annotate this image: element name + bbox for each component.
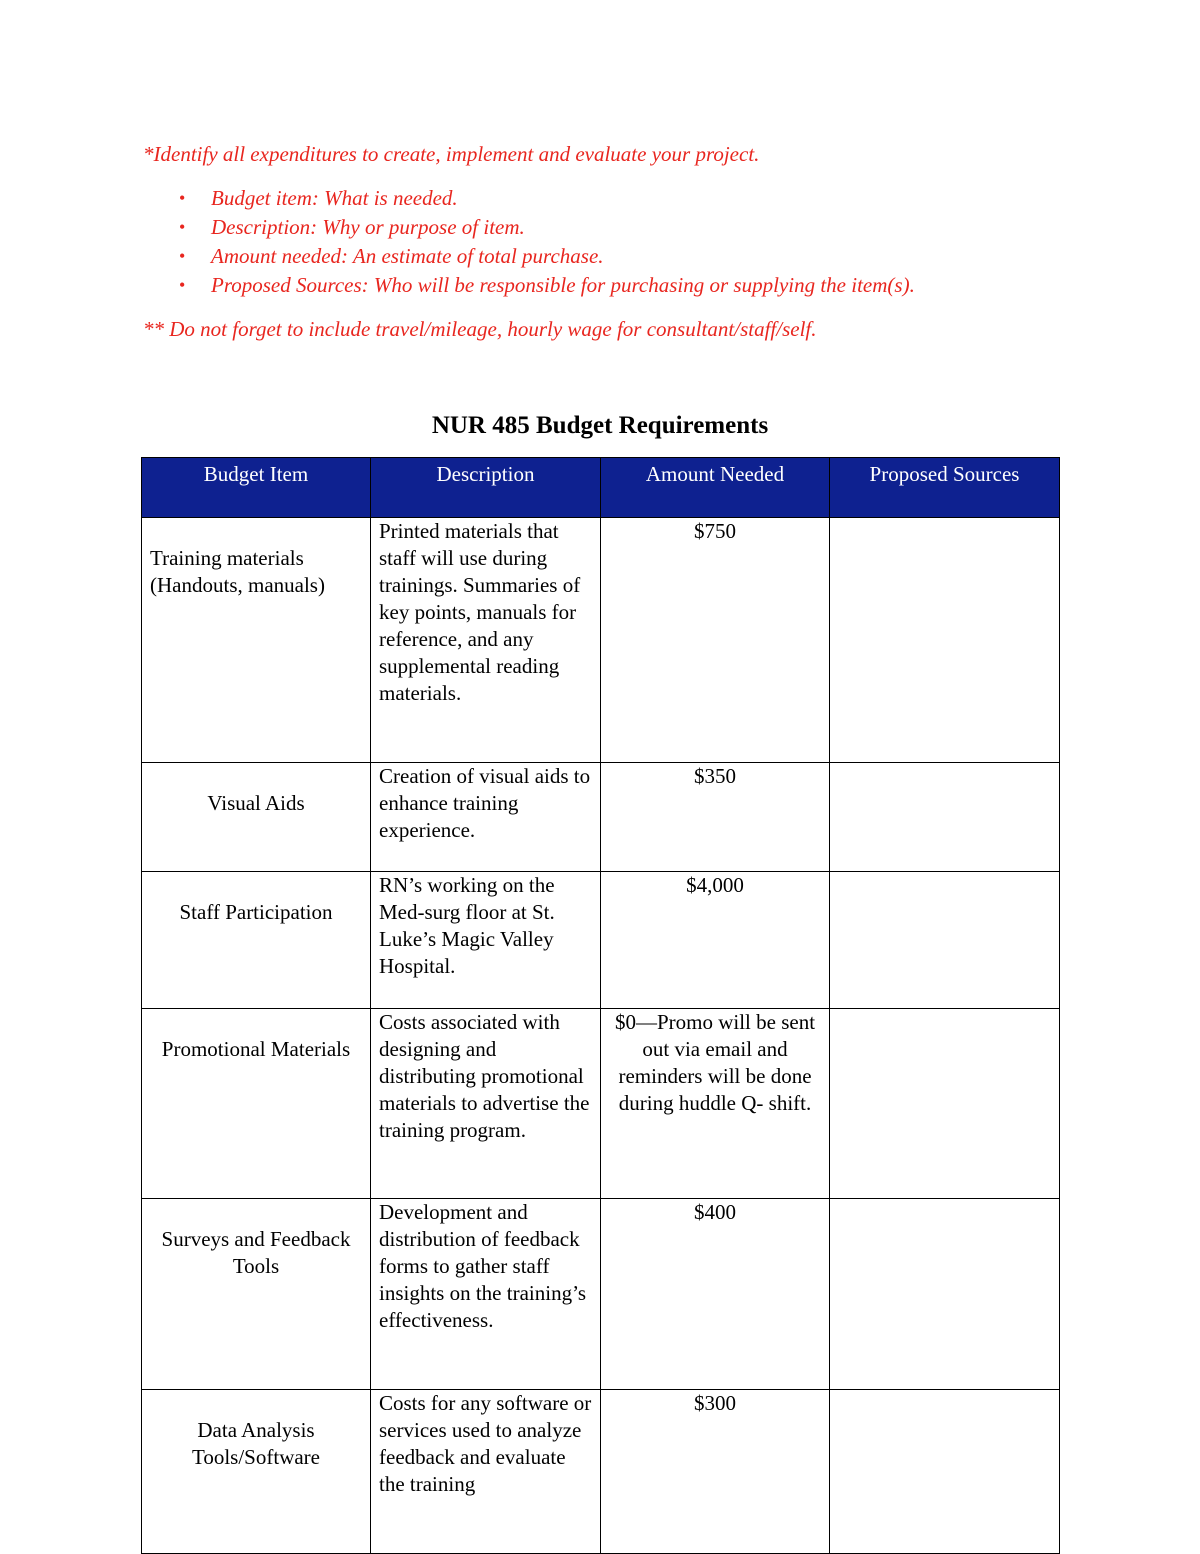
list-item-text: Budget item: What is needed. [211,186,458,210]
table-header-row [142,458,1060,518]
cell-amount: $4,000 [601,872,830,1009]
cell-amount: $400 [601,1199,830,1390]
list-item [143,184,1103,213]
instructions-list [143,184,1103,300]
cell-proposed-sources [830,763,1060,872]
instructions-note: ** Do not forget to include travel/mileage, hourly wage for consultant/staff/self. [143,317,817,341]
cell-budget-item: Promotional Materials [142,1009,371,1199]
bullet-icon: • [179,188,186,208]
list-item [143,242,1103,271]
budget-table [141,457,1060,1554]
table-row [142,763,1060,872]
bullet-icon: • [179,217,186,237]
bullet-icon: • [179,246,186,266]
instructions-block [143,140,1103,344]
cell-description: RN’s working on the Med-surg floor at St. Luke’s Magic Valley Hospital. [371,872,601,1009]
cell-budget-item: Data Analysis Tools/Software [142,1390,371,1554]
cell-proposed-sources [830,1009,1060,1199]
table-row [142,518,1060,763]
list-item-text: Description: Why or purpose of item. [211,215,525,239]
cell-amount: $750 [601,518,830,763]
list-item-text: Proposed Sources: Who will be responsible for purchasing or supplying the item(s). [211,273,915,297]
table-row [142,1199,1060,1390]
cell-description: Printed materials that staff will use during trainings. Summaries of key points, manuals for reference, and any supplemental reading materials. [371,518,601,763]
cell-proposed-sources [830,872,1060,1009]
header-proposed-sources: Proposed Sources [830,458,1060,518]
cell-proposed-sources [830,1390,1060,1554]
cell-budget-item: Staff Participation [142,872,371,1009]
cell-description: Development and distribution of feedback forms to gather staff insights on the training’s effectiveness. [371,1199,601,1390]
cell-amount: $300 [601,1390,830,1554]
cell-budget-item: Surveys and Feedback Tools [142,1199,371,1390]
list-item-text: Amount needed: An estimate of total purchase. [211,244,604,268]
bullet-icon: • [179,275,186,295]
header-amount-needed: Amount Needed [601,458,830,518]
cell-description: Costs for any software or services used to analyze feedback and evaluate the training [371,1390,601,1554]
cell-description: Creation of visual aids to enhance training experience. [371,763,601,872]
list-item [143,271,1103,300]
cell-budget-item: Visual Aids [142,763,371,872]
cell-amount: $350 [601,763,830,872]
header-description: Description [371,458,601,518]
list-item [143,213,1103,242]
cell-proposed-sources [830,1199,1060,1390]
instructions-intro: *Identify all expenditures to create, implement and evaluate your project. [143,142,760,166]
cell-description: Costs associated with designing and distributing promotional materials to advertise the training program. [371,1009,601,1199]
header-budget-item: Budget Item [142,458,371,518]
cell-budget-item: Training materials (Handouts, manuals) [142,518,371,763]
table-row [142,1390,1060,1554]
table-row [142,1009,1060,1199]
cell-proposed-sources [830,518,1060,763]
cell-amount: $0—Promo will be sent out via email and reminders will be done during huddle Q- shift. [601,1009,830,1199]
page-title: NUR 485 Budget Requirements [431,412,769,439]
table-row [142,872,1060,1009]
